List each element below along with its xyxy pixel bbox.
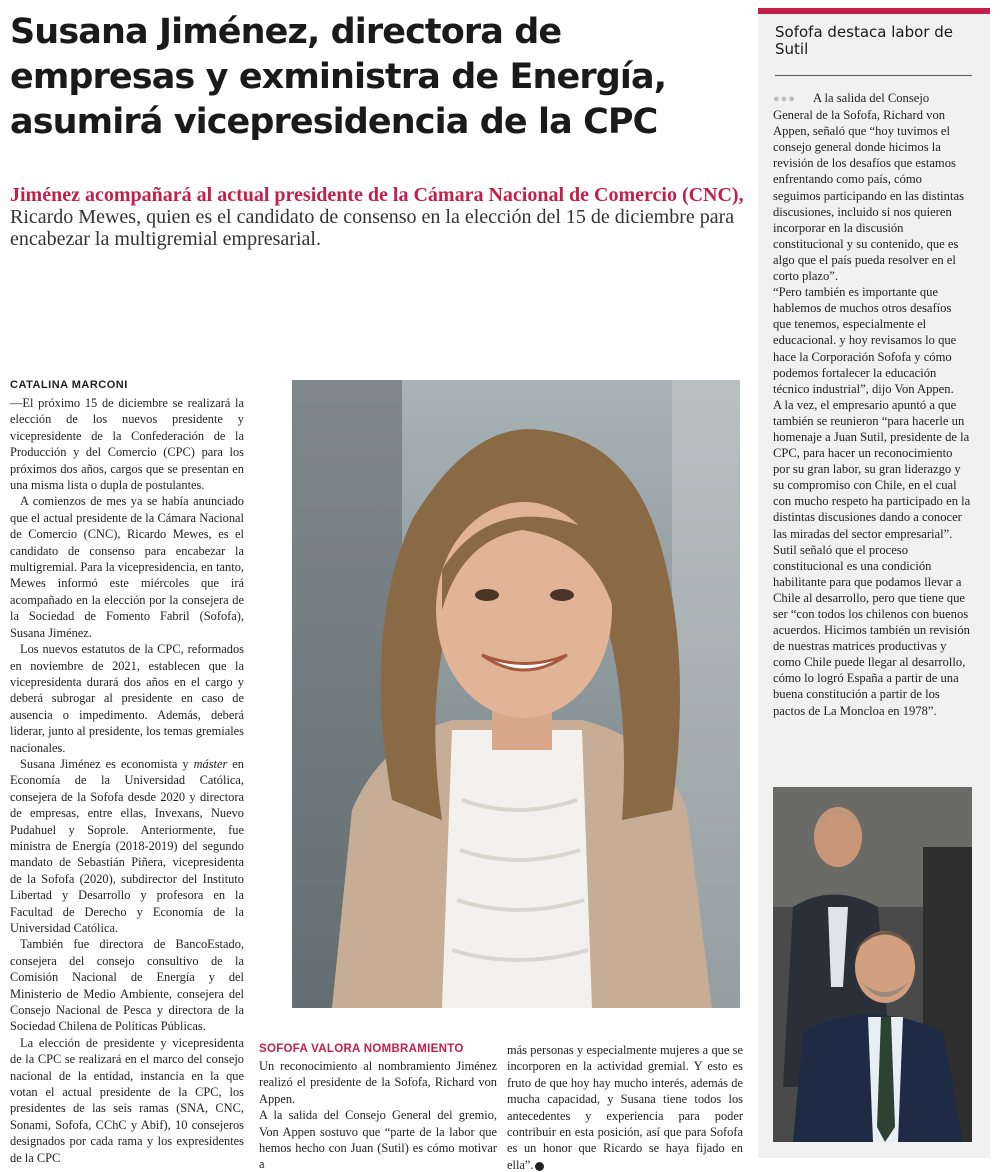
subsection-column-2 <box>507 1042 743 1172</box>
subsection-paragraph-2: A la salida del Consejo General del gremio, Von Appen sostuvo que “parte de la labor que hemos hecho con Juan (Sutil) es cómo motivar a <box>259 1108 497 1172</box>
sidebar-photo <box>773 787 972 1142</box>
body-paragraph-3: Los nuevos estatutos de la CPC, reformados en noviembre de 2021, establecen que la vicepresidenta durará dos años en el cargo y deberá subrogar al presidente en caso de ausencia o impedimento. Además, deberá liderar, junto al presidente, los temas gremiales nacionales. <box>10 642 244 755</box>
sidebar-paragraph-1: ●●● A la salida del Consejo General de la Sofofa, Richard von Appen, señaló que “hoy tuvimos el consejo general donde hicimos la revisión de los desafíos que estamos enfrentando como país, cómo seguimos participando en las distintas discusiones, incluido si nos quieren incorporar en la discusión constitucional y su contenido, que es algo que el país pueda resolver en el corto plazo”. <box>773 91 964 284</box>
sidebar-body <box>773 90 971 719</box>
subsection-column-1 <box>259 1058 497 1172</box>
headline-line-1: Susana Jiménez, directora de <box>10 12 562 52</box>
end-of-article-icon <box>535 1162 544 1171</box>
subsection-paragraph-1: Un reconocimiento al nombramiento Jiménez realizó el presidente de la Sofofa, Richard von Appen. <box>259 1059 497 1106</box>
body-paragraph-2: A comienzos de mes ya se había anunciado que el actual presidente de la Cámara Nacional de Comercio (CNC), Ricardo Mewes, es el candidato de consenso para encabezar la multigremial. Para la vicepresidencia, en tanto, Mewes informó este miércoles que irá acompañado en la elección por la consejera de la Sociedad de Fomento Fabril (Sofofa), Susana Jiménez. <box>10 494 244 640</box>
sidebar-paragraph-4: Sutil señaló que el proceso constitucional es una condición habilitante para que podamos llevar a Chile al desarrollo, pero que tiene que ser “con todos los chilenos con buenos acuerdos. Hicimos también un revisión de nuestras matrices productivas y como Chile puede llegar al desarrollo, cómo lo logró España a partir de una buena constitución a partir de los pactos de La Moncloa en 1978”. <box>773 542 970 718</box>
two-men-illustration <box>773 787 972 1142</box>
deck-rest: Ricardo Mewes, quien es el candidato de consenso en la elección del 15 de diciembre para encabezar la multigremial empresarial. <box>10 206 735 250</box>
body-paragraph-5: También fue directora de BancoEstado, consejera del consejo consultivo de la Comisión Nacional de Energía y del Ministerio de Medio Ambiente, consejera del Consejo Nacional de Pesca y directora de la Sociedad Chilena de Políticas Públicas. <box>10 937 244 1034</box>
body-paragraph-6: La elección de presidente y vicepresidenta de la CPC se realizará en el marco del consejo nacional de la entidad, instancia en la que votan el actual presidente de la CPC, los presidentes de las seis ramas (SNA, CNC, Sonami, Sofofa, CChC y Abif), 10 consejeros designados por cada rama y los expresidentes de la CPC <box>10 1035 244 1165</box>
subsection-heading: SOFOFA VALORA NOMBRAMIENTO <box>259 1043 464 1055</box>
article-body <box>10 395 244 1166</box>
sidebar-paragraph-2: “Pero también es importante que hablemos de muchos otros desafíos que tenemos, especialmente el educacional. y hoy revisamos lo que hace la Corporación Sofofa y cómo podemos fortalecer la educación técnico industrial”, dijo Von Appen. <box>773 285 957 396</box>
sidebar-divider <box>775 75 972 76</box>
portrait-illustration <box>292 380 740 1008</box>
headline-line-3: asumirá vicepresidencia de la CPC <box>10 102 658 142</box>
sidebar-accent-bar <box>758 8 990 14</box>
deck-lead: Jiménez acompañará al actual presidente de la Cámara Nacional de Comercio (CNC), <box>10 184 744 206</box>
body-paragraph-4: Susana Jiménez es economista y máster en Economía de la Universidad Católica, consejera de la Sofofa desde 2020 y directora de empresas, entre ellas, Invexans, Nuevo Pudahuel y Soprole. Anteriormente, fue ministra de Energía (2018-2019) del segundo mandato de Sebastián Piñera, vicepresidenta de la Sofofa (2020), subdirector del Instituto Libertad y Desarrollo y profesora en la Facultad de Derecho y Economía de la Universidad Católica. <box>10 756 244 935</box>
bullet-dots-icon: ●●● <box>773 93 796 105</box>
subsection-paragraph-3: más personas y especialmente mujeres a que se incorporen en la actividad gremial. Y esto es fruto de que hoy hay mucho interés, además de mucha capacidad, y Susana tiene todos los antecedentes y experiencia para poder contribuir en esta posición, así que para Sofofa es un honor que Ricardo se haya fijado en ella”. <box>507 1043 743 1172</box>
deck-subheadline <box>10 184 745 250</box>
headline <box>10 10 740 145</box>
headline-line-2: empresas y exministra de Energía, <box>10 57 667 97</box>
sidebar-title: Sofofa destaca labor de Sutil <box>775 23 953 58</box>
body-paragraph-1: —El próximo 15 de diciembre se realizará la elección de los nuevos presidente y vicepresidente de la Confederación de la Producción y del Comercio (CPC) para los próximos dos años, cargos que se presentan en una misma lista o dupla de postulantes. <box>10 396 244 493</box>
portrait-photo <box>292 380 740 1008</box>
byline: CATALINA MARCONI <box>10 379 128 391</box>
sidebar-paragraph-3: A la vez, el empresario apuntó a que también se reunieron “para hacerle un homenaje a Juan Sutil, presidente de la CPC, para hacer un reconocimiento por su gran labor, su gran liderazgo y su compromiso con Chile, en el cual con mucho respeto ha participado en la distintas discusiones dando a conocer las miradas del sector empresarial”. <box>773 397 971 541</box>
